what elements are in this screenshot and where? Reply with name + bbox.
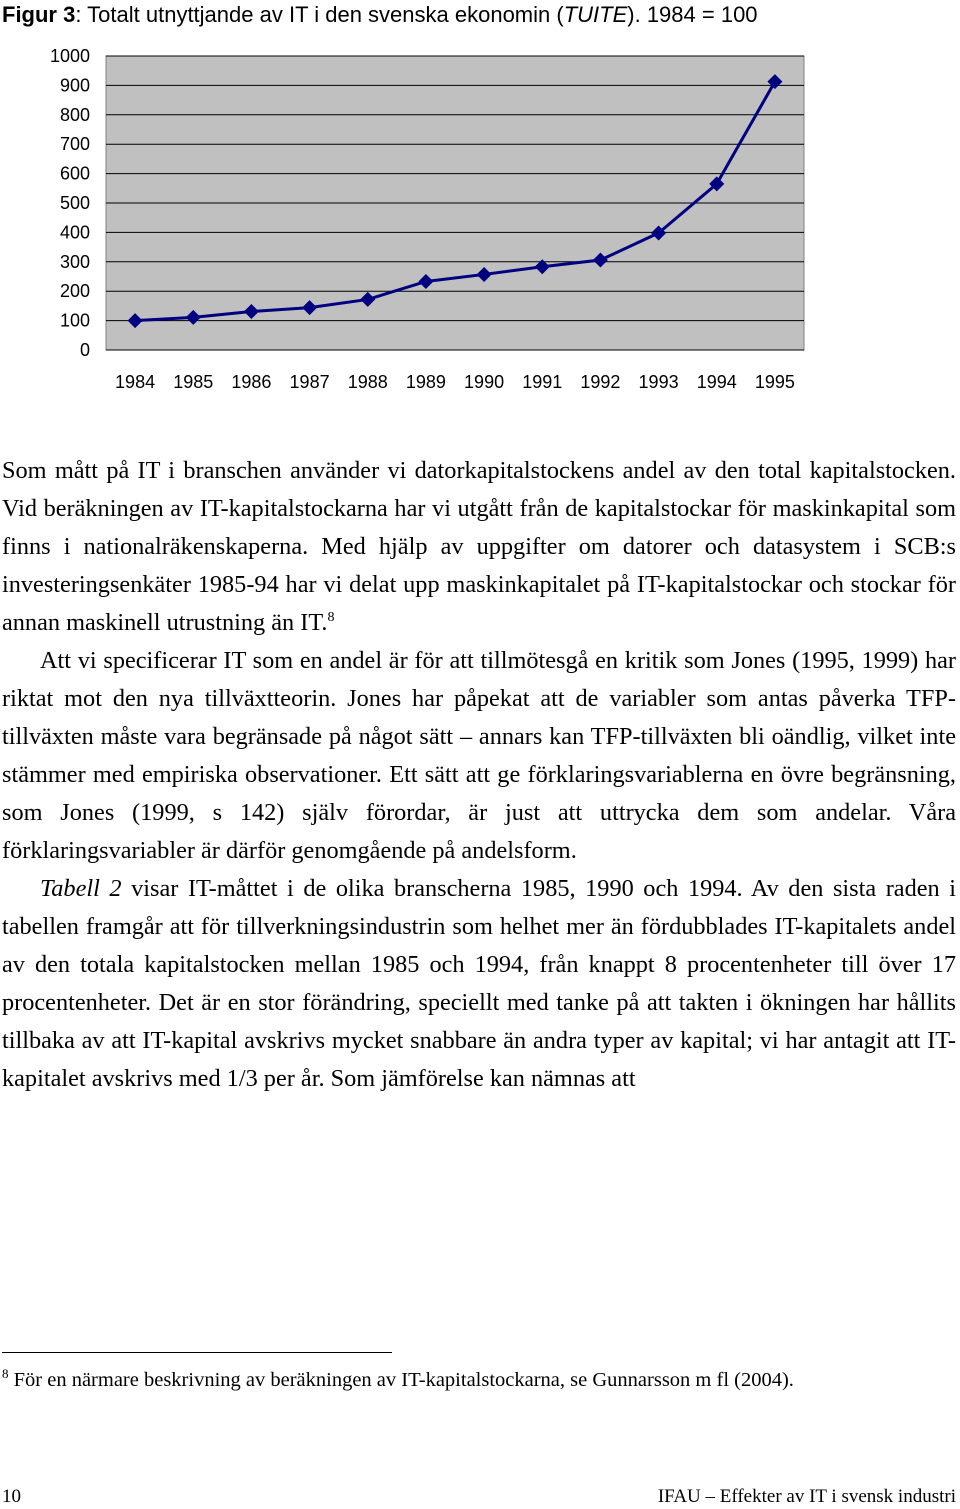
footnote-separator xyxy=(2,1352,392,1353)
page-number: 10 xyxy=(2,1486,21,1507)
y-tick-label: 900 xyxy=(59,75,90,96)
x-tick-label: 1985 xyxy=(173,372,214,392)
footnote-number: 8 xyxy=(2,1366,9,1381)
y-tick-label: 0 xyxy=(79,340,90,360)
x-tick-label: 1988 xyxy=(347,372,388,392)
figure-caption-abbreviation: TUITE xyxy=(563,2,628,27)
table-reference: Tabell 2 xyxy=(40,875,122,902)
y-tick-label: 700 xyxy=(59,134,90,155)
paragraph-3 xyxy=(2,870,956,1098)
y-tick-label: 400 xyxy=(59,222,90,243)
x-tick-label: 1987 xyxy=(289,372,330,392)
x-axis-tick-labels xyxy=(115,372,795,392)
figure-caption-text: : Totalt utnyttjande av IT i den svenska ekonomin ( xyxy=(75,2,564,27)
x-tick-label: 1991 xyxy=(522,372,563,392)
figure-caption-base: ). 1984 = 100 xyxy=(627,2,758,27)
x-tick-label: 1990 xyxy=(464,372,505,392)
paragraph-1 xyxy=(2,452,956,642)
x-tick-label: 1995 xyxy=(754,372,795,392)
y-tick-label: 1000 xyxy=(49,46,90,66)
x-tick-label: 1994 xyxy=(696,372,737,392)
y-tick-label: 100 xyxy=(59,310,90,331)
running-title: IFAU – Effekter av IT i svensk industri xyxy=(657,1486,956,1507)
body-text xyxy=(2,452,956,1098)
footnote-marker: 8 xyxy=(327,609,335,625)
x-tick-label: 1986 xyxy=(231,372,272,392)
paragraph-3-text: visar IT-måttet i de olika branscherna 1985, 1990 och 1994. Av den sista raden i tabellen framgår att för tillverkningsindustrin som helhet mer än fördubblades IT-kapitalets andel av den totala kapitalstocken mellan 1985 och 1994, från knappt 8 procentenheter till över 17 procentenheter. Det är en stor förändring, speciellt med tanke på att takten i ökningen har hållits tillbaka av att IT-kapital avskrivs mycket snabbare än andra typer av kapital; vi har antagit att IT-kapitalet avskrivs med 1/3 per år. Som jämförelse kan nämnas att xyxy=(2,875,956,1092)
y-tick-label: 800 xyxy=(59,104,90,125)
y-tick-label: 300 xyxy=(59,251,90,272)
x-tick-label: 1992 xyxy=(580,372,621,392)
y-tick-label: 200 xyxy=(59,281,90,302)
y-axis-tick-labels xyxy=(50,46,90,360)
y-tick-label: 600 xyxy=(59,163,90,184)
x-tick-label: 1989 xyxy=(405,372,446,392)
paragraph-1-text: Som mått på IT i branschen använder vi datorkapitalstockens andel av den total kapitalstocken. Vid beräkningen av IT-kapitalstockarna har vi utgått från de kapitalstockar för maskinkapital som finns i nationalräkenskaperna. Med hjälp av uppgifter om datorer och datasystem i SCB:s investeringsenkäter 1985-94 har vi delat upp maskinkapitalet på IT-kapitalstockar och stockar för annan maskinell utrustning än IT. xyxy=(2,457,956,636)
figure-caption xyxy=(2,2,758,28)
x-tick-label: 1993 xyxy=(638,372,679,392)
line-chart xyxy=(0,36,960,396)
footnote-text: För en närmare beskrivning av beräkningen av IT-kapitalstockarna, se Gunnarsson m fl (2004). xyxy=(8,1368,794,1391)
footnote xyxy=(2,1366,794,1392)
x-tick-label: 1984 xyxy=(115,372,156,392)
paragraph-2: Att vi specificerar IT som en andel är för att tillmötesgå en kritik som Jones (1995, 1999) har riktat mot den nya tillväxtteorin. Jones har påpekat att de variabler som antas påverka TFP-tillväxten måste vara begränsade på något sätt – annars kan TFP-tillväxten bli oändlig, vilket inte stämmer med empiriska observationer. Ett sätt att ge förklaringsvariablerna en övre begränsning, som Jones (1999, s 142) själv förordar, är just att uttrycka dem som andelar. Våra förklaringsvariabler är därför genomgående på andelsform. xyxy=(2,647,956,864)
y-tick-label: 500 xyxy=(59,193,90,213)
figure-label: Figur 3 xyxy=(2,2,76,27)
